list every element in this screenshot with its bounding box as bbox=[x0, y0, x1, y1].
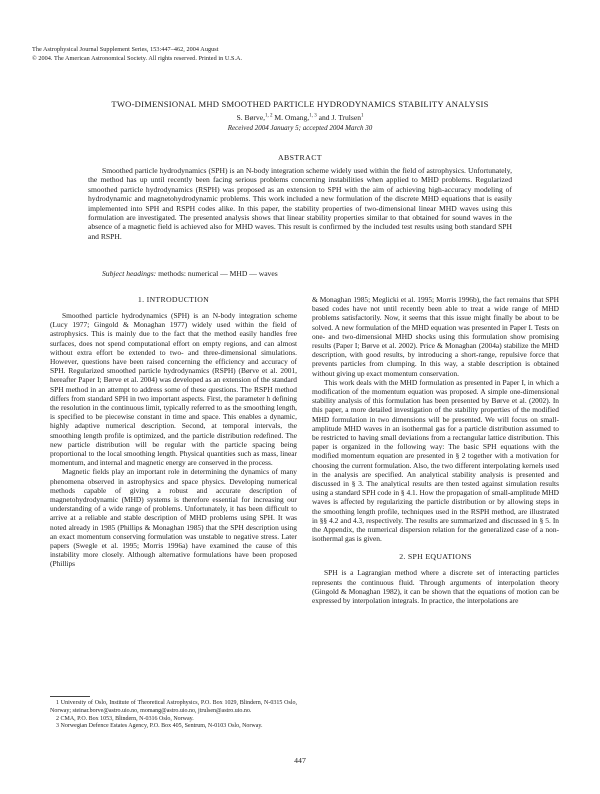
footnote-3: 3 Norwegian Defence Estates Agency, P.O. Box 405, Sentrum, N-0103 Oslo, Norway. bbox=[56, 723, 263, 730]
intro-paragraph-1: Smoothed particle hydrodynamics (SPH) is an N-body integration scheme (Lucy 1977; Gingold & Monaghan 1977) widely used within the field of astrophysics. This is mainly due to the fact that the method easily handles free surfaces, does not spend computational effort on empty regions, and can almost without extra effort be extended to two- and three-dimensional simulations. However, questions have been raised concerning the efficiency and accuracy of SPH. Regularized smoothed particle hydrodynamics (RSPH) (Børve et al. 2001, hereafter Paper I; Børve et al. 2004) was developed as an extension of the standard SPH method in an attempt to address some of these questions. The RSPH method differs from standard SPH in two important aspects. First, the parameter h defining the resolution in the continuous limit, typically referred to as the smoothing length, is specified to be piecewise constant in time and space. This enables a dynamic, highly adaptive numerical description. Second, at temporal intervals, the smoothing length profile is optimized, and the particle distribution redefined. The new particle distribution will be regular with the particle spacing being proportional to the local smoothing length. Physical quantities such as mass, linear momentum, and internal and magnetic energy are conserved in the process. bbox=[50, 311, 297, 468]
author-3-affil: 1 bbox=[361, 113, 364, 119]
paper-title: TWO-DIMENSIONAL MHD SMOOTHED PARTICLE HYDRODYNAMICS STABILITY ANALYSIS bbox=[111, 99, 489, 109]
right-column bbox=[312, 295, 559, 605]
subject-text: methods: numerical — MHD — waves bbox=[156, 269, 278, 278]
footnote-2: 2 CMA, P.O. Box 1053, Blindern, N-0316 Oslo, Norway. bbox=[56, 715, 194, 722]
section-heading-introduction: 1. INTRODUCTION bbox=[137, 295, 210, 304]
author-2: M. Omang, bbox=[272, 113, 310, 122]
running-head bbox=[32, 45, 572, 63]
page-number: 447 bbox=[294, 756, 306, 765]
intro-paragraph-2: Magnetic fields play an important role in determining the dynamics of many phenomena observed in astrophysics and space physics. Developing numerical methods capable of giving a robust and accurate description of magnetohydrodynamic (MHD) systems is therefore essential for increasing our understanding of a wide range of problems. Unfortunately, it has been difficult to arrive at a reliable and stable description of MHD problems using SPH. It was noted already in 1985 (Phillips & Monaghan 1985) that the SPH description using an exact momentum conserving formulation was unstable to negative stress. Later papers (Swegle et al. 1995; Morris 1996a) have examined the cause of this instability more closely. Although alternative formulations have been proposed (Phillips bbox=[50, 467, 297, 569]
author-list bbox=[0, 113, 600, 122]
intro-paragraph-4: This work deals with the MHD formulation as presented in Paper I, in which a modification of the momentum equation was proposed. A simple one-dimensional stability analysis of this formulation has been presented by Børve et al. (2002). In this paper, a more detailed investigation of the stability properties of the modified MHD formulation in two dimensions will be presented. We will focus on small-amplitude MHD waves in an isothermal gas for a particle distribution assumed to be restricted to having small deviations from a rectangular lattice distribution. This paper is organized in the following way: The basic SPH equations with the modified momentum equation are presented in § 2 together with a motivation for choosing the current formulation. Also, the two different interpolating kernels used in the analysis are specified. An analytical stability analysis is presented and discussed in § 3. The analytical results are then tested against simulation results using a standard SPH code in § 4.1. How the propagation of small-amplitude MHD waves is affected by regularizing the particle distribution or by allowing steps in the smoothing length profile, techniques used in the RSPH method, are illustrated in §§ 4.2 and 4.3, respectively. The results are summarized and discussed in § 5. In the Appendix, the numerical dispersion relation for the generalized case of a non-isothermal gas is given. bbox=[312, 377, 559, 544]
author-1: S. Børve, bbox=[236, 113, 265, 122]
received-dates: Received 2004 January 5; accepted 2004 March 30 bbox=[227, 124, 373, 132]
left-column bbox=[50, 295, 297, 569]
sph-paragraph-1: SPH is a Lagrangian method where a discrete set of interacting particles represents the continuous fluid. Through arguments of interpolation theory (Gingold & Monaghan 1982), it can be shown that the equations of motion can be expressed by interpolation integrals. In practice, the interpolations are bbox=[312, 568, 559, 606]
footnote-1: 1 University of Oslo, Institute of Theoretical Astrophysics, P.O. Box 1029, Blindern, N-0315 Oslo, Norway; steinar.borve@astro.uio.no, momang@astro.uio.no, jtrulsen@astro.uio.no. bbox=[50, 700, 297, 714]
intro-paragraph-3: & Monaghan 1985; Meglicki et al. 1995; Morris 1996b), the fact remains that SPH based codes have not until recently been able to treat a wide range of MHD problems satisfactorily. Now, it seems that this issue might finally be about to be solved. A new formulation of the MHD equation was presented in Paper I. Tests on one- and two-dimensional MHD shocks using this formulation show promising results (Paper I; Børve et al. 2002). Price & Monaghan (2004a) stabilize the MHD description, with good results, by introducing a short-range, repulsive force that prevents particles from clumping. In this way, a stable description is obtained without giving up exact momentum conservation. bbox=[312, 295, 559, 378]
section-heading-sph-equations: 2. SPH EQUATIONS bbox=[399, 552, 472, 562]
author-3: and J. Trulsen bbox=[316, 113, 361, 122]
copyright-line: © 2004. The American Astronomical Society. All rights reserved. Printed in U.S.A. bbox=[32, 55, 243, 62]
abstract-text: Smoothed particle hydrodynamics (SPH) is an N-body integration scheme widely used within the field of astrophysics. Unfortunately, the method has up until recently been facing serious problems concerning instabilities when applied to MHD problems. Regularized smoothed particle hydrodynamics (RSPH) was proposed as an extension to SPH with the aim of achieving high-accuracy modeling of hydrodynamic and magnetohydrodynamic problems. This work included a new formulation of the discrete MHD equations that is easily implemented into SPH and RSPH codes alike. In this paper, the stability properties of two-dimensional linear MHD waves using this formulation are investigated. The presented analysis shows that linear stability properties similar to that obtained for sound waves in the absence of a magnetic field is achieved also for MHD waves. This result is confirmed by the included test results using both standard SPH and RSPH. bbox=[88, 166, 512, 241]
footnote-divider bbox=[50, 696, 90, 697]
journal-line: The Astrophysical Journal Supplement Series, 153:447–462, 2004 August bbox=[32, 46, 219, 53]
author-2-affil: 1, 3 bbox=[309, 113, 317, 119]
subject-headings bbox=[88, 269, 512, 278]
abstract-heading: ABSTRACT bbox=[278, 153, 322, 162]
author-1-affil: 1, 2 bbox=[264, 113, 273, 119]
footnotes bbox=[50, 700, 297, 731]
subject-label: Subject headings: bbox=[102, 269, 157, 278]
